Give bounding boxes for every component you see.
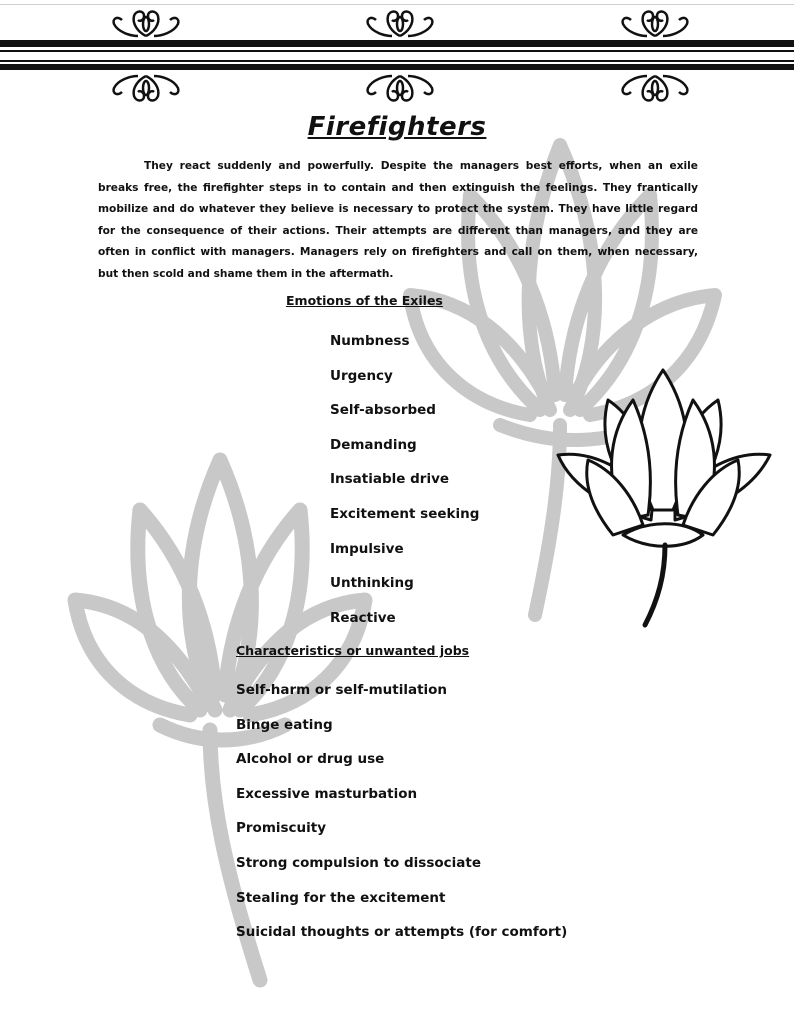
- page-top-border: [0, 4, 794, 5]
- list-item: Reactive: [330, 609, 396, 626]
- flourish-icon: [106, 72, 186, 106]
- list-item: Self-absorbed: [330, 402, 436, 419]
- list-item: Excessive masturbation: [236, 785, 418, 802]
- list-item: Stealing for the excitement: [236, 889, 446, 906]
- lotus-icon: [553, 360, 775, 630]
- list-item: Promiscuity: [236, 820, 327, 837]
- flourish-icon: [108, 6, 184, 40]
- header-band: [0, 64, 794, 70]
- flourish-icon: [615, 72, 695, 106]
- intro-paragraph: They react suddenly and powerfully. Despite the managers best efforts, when an exile breaks free, the firefighter steps in to contain and then extinguish the feelings. They frantically mobilize and do whatever they believe is necessary to protect the system. They have little regard for the consequence of their actions. Their attempts are different than managers, and they are often in conflict with managers. Managers rely on firefighters and call on them, when necessary, but then scold and shame them in the aftermath.: [98, 160, 698, 280]
- header-band: [0, 60, 794, 62]
- emotions-list: [330, 328, 479, 639]
- list-item: Alcohol or drug use: [236, 751, 385, 768]
- flourish-icon: [617, 6, 693, 40]
- list-item: Numbness: [330, 333, 410, 349]
- list-item: Urgency: [330, 367, 393, 384]
- list-item: Excitement seeking: [330, 505, 480, 522]
- characteristics-heading: Characteristics or unwanted jobs: [236, 643, 470, 658]
- flourish-icon: [360, 72, 440, 106]
- header-band: [0, 50, 794, 52]
- list-item: Binge eating: [236, 716, 333, 733]
- characteristics-list: [236, 677, 567, 954]
- list-item: Unthinking: [330, 575, 414, 592]
- page-title: Firefighters: [307, 112, 487, 142]
- list-item: Demanding: [330, 436, 417, 453]
- flourish-icon: [362, 6, 438, 40]
- list-item: Self-harm or self-mutilation: [236, 682, 448, 698]
- emotions-heading: Emotions of the Exiles: [286, 293, 443, 308]
- list-item: Insatiable drive: [330, 471, 450, 488]
- list-item: Impulsive: [330, 540, 404, 557]
- list-item: Strong compulsion to dissociate: [236, 854, 481, 871]
- list-item: Suicidal thoughts or attempts (for comfort): [236, 924, 568, 941]
- header-band: [0, 40, 794, 47]
